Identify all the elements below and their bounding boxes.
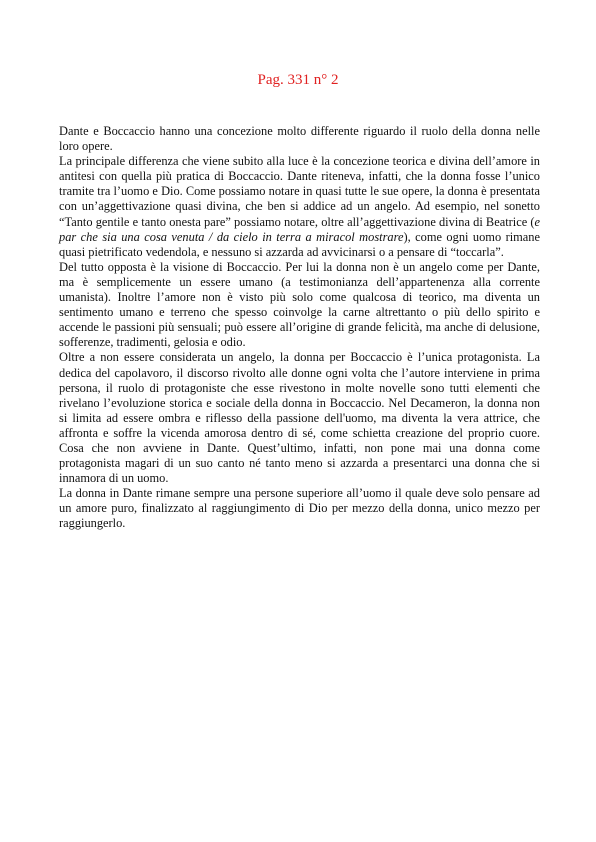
paragraph-protagonist: Oltre a non essere considerata un angelo, la donna per Boccaccio è l’unica protagonista. La dedica del capolavoro, il discorso rivolto alle donne ogni volta che l’autore interviene in prima persona, il ruolo di protagoniste che esse rivestono in molte novelle sono tutti elementi che rivelano l’evoluzione storica e sociale della donna in Boccaccio. Nel Decameron, la donna non si limita ad essere ombra e riflesso della passione dell'uomo, ma diventa la vera attrice, che affronta e soffre la vicenda amorosa dentro di sé, come schietta creazione del proprio cuore. Cosa che non avviene in Dante. Quest’ultimo, infatti, non pone mai una donna come protagonista magari di un suo canto né tanto meno si azzarda a presentarci una donna che si innamora di un uomo. <box>59 350 540 486</box>
page-title: Pag. 331 n° 2 <box>257 72 339 88</box>
sonnet-quote: e par che sia una cosa venuta / da cielo in terra a miracol mostrare <box>59 214 540 244</box>
paragraph-dante <box>59 154 540 260</box>
paragraph-boccaccio: Del tutto opposta è la visione di Boccaccio. Per lui la donna non è un angelo come per Dante, ma è semplicemente un essere umano (a testimonianza dell’appartenenza alla corrente umanista). Inoltre l’amore non è visto più solo come qualcosa di teorico, ma diventa un sentimento umano e terreno che spesso coinvolge la carne altrettanto o più dello spirito e accende le passioni più sensuali; può essere all’origine di grande felicità, ma anche di delusione, sofferenze, tradimenti, gelosia e odio. <box>59 259 540 350</box>
paragraph-intro: Dante e Boccaccio hanno una concezione molto differente riguardo il ruolo della donna nelle loro opere. <box>59 124 540 154</box>
document-body <box>59 124 540 532</box>
paragraph-conclusion: La donna in Dante rimane sempre una persone superiore all’uomo il quale deve solo pensare ad un amore puro, finalizzato al raggiungimento di Dio per mezzo della donna, unico mezzo per raggiungerlo. <box>59 486 540 531</box>
paragraph-dante-text-b: ), come ogni uomo rimane quasi pietrificato vedendola, e nessuno si azzarda ad avvicinarsi o a pensare di “toccarla”. <box>59 229 540 259</box>
paragraph-dante-text-a: La principale differenza che viene subito alla luce è la concezione teorica e divina dell’amore in antitesi con quella più pratica di Boccaccio. Dante riteneva, infatti, che la donna fosse l’unico tramite tra l’uomo e Dio. Come possiamo notare in quasi tutte le sue opere, la donna è presentata con un’aggettivazione quasi divina, che ben si addice ad un angelo. Ad esempio, nel sonetto “Tanto gentile e tanto onesta pare” possiamo notare, oltre all’aggettivazione divina di Beatrice ( <box>59 154 540 229</box>
